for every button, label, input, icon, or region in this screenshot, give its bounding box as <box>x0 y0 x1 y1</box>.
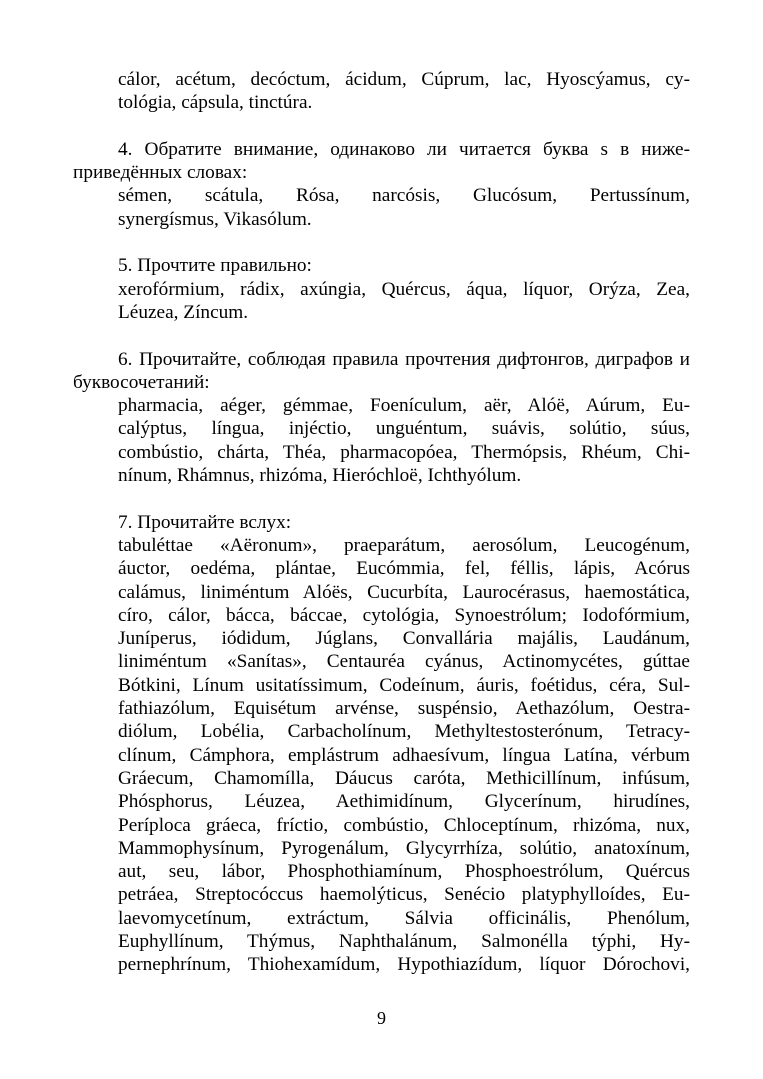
text-line: Mammophysínum, Pyrogenálum, Glycyrrhíza, solútio, anatoxínum, <box>118 837 690 859</box>
page-content <box>73 68 690 977</box>
section-6 <box>73 348 690 488</box>
text-line: clínum, Cámphora, emplástrum adhaesívum, língua Latína, vérbum <box>118 744 690 766</box>
text-line: laevomycetínum, extráctum, Sálvia officinális, Phenólum, <box>118 907 690 929</box>
text-line: nínum, Rhámnus, rhizóma, Hieróchloë, Ichthyólum. <box>118 465 522 487</box>
text-line: diólum, Lobélia, Carbacholínum, Methyltestosterónum, Tetracy- <box>118 721 690 743</box>
text-line: Gráecum, Chamomílla, Dáucus caróta, Methicillínum, infúsum, <box>118 767 690 789</box>
section-heading: 6. Прочитайте, соблюдая правила прочтения дифтонгов, диграфов и буквосочетаний: <box>73 348 690 393</box>
text-line: Bótkini, Línum usitatíssimum, Codeínum, áuris, foétidus, céra, Sul- <box>118 674 690 696</box>
page-number: 9 <box>377 1008 386 1028</box>
section-5 <box>73 254 690 324</box>
text-line: pernephrínum, Thiohexamídum, Hypothiazídum, líquor Dórochovi, <box>118 954 690 976</box>
section-4 <box>73 138 690 231</box>
text-line: cálor, acétum, decóctum, ácidum, Cúprum, lac, Hyoscýamus, cy- <box>118 69 690 90</box>
section-heading: 7. Прочитайте вслух: <box>118 511 292 533</box>
text-line: aut, seu, lábor, Phosphothiamínum, Phosphoestrólum, Quércus <box>118 861 690 883</box>
section-7 <box>73 511 690 977</box>
text-line: liniméntum «Sanítas», Centauréa cyánus, Actinomycétes, gúttae <box>118 651 690 673</box>
text-line: fathiazólum, Equisétum arvénse, suspénsio, Aethazólum, Oestra- <box>118 698 690 720</box>
text-line: Phósphorus, Léuzea, Aethimidínum, Glycerínum, hirudínes, <box>118 791 690 813</box>
text-line: combústio, chárta, Théa, pharmacopóea, Thermópsis, Rhéum, Chi- <box>118 441 690 463</box>
text-line: Períploca gráeca, fríctio, combústio, Chloceptínum, rhizóma, nux, <box>118 814 690 836</box>
text-line: tológia, cápsula, tinctúra. <box>118 92 313 114</box>
text-line: áuctor, oedéma, plántae, Eucómmia, fel, féllis, lápis, Acórus <box>118 558 690 580</box>
text-line: petráea, Streptocóccus haemolýticus, Senécio platyphylloídes, Eu- <box>118 884 690 906</box>
text-line: pharmacia, aéger, gémmae, Foenículum, aër, Alóë, Aúrum, Eu- <box>118 395 690 417</box>
section-heading: приведённых словах: <box>73 162 248 184</box>
text-line: synergísmus, Vikasólum. <box>118 208 312 230</box>
text-line: calámus, liniméntum Alóës, Cucurbíta, Laurocérasus, haemostática, <box>118 581 690 603</box>
text-line: calýptus, língua, injéctio, unguéntum, suávis, solútio, súus, <box>118 418 690 440</box>
text-line: tabuléttae «Aëronum», praeparátum, aerosólum, Leucogénum, <box>118 534 690 556</box>
text-line: Euphyllínum, Thýmus, Naphthalánum, Salmonélla týphi, Hy- <box>118 930 690 952</box>
section-continuation <box>73 68 690 115</box>
section-heading: 4. Обратите внимание, одинаково ли читается буква s в ниже- <box>118 138 690 160</box>
text-line: Juníperus, iódidum, Júglans, Convallária majális, Laudánum, <box>118 628 690 650</box>
section-heading: 5. Прочтите правильно: <box>118 255 312 277</box>
text-line: círo, cálor, bácca, báccae, cytológia, Synoestrólum; Iodofórmium, <box>118 604 690 626</box>
text-line: sémen, scátula, Rósa, narcósis, Glucósum, Pertussínum, <box>118 185 690 207</box>
text-line: Léuzea, Zíncum. <box>118 301 249 323</box>
text-line: xerofórmium, rádix, axúngia, Quércus, áqua, líquor, Orýza, Zea, <box>118 278 690 300</box>
